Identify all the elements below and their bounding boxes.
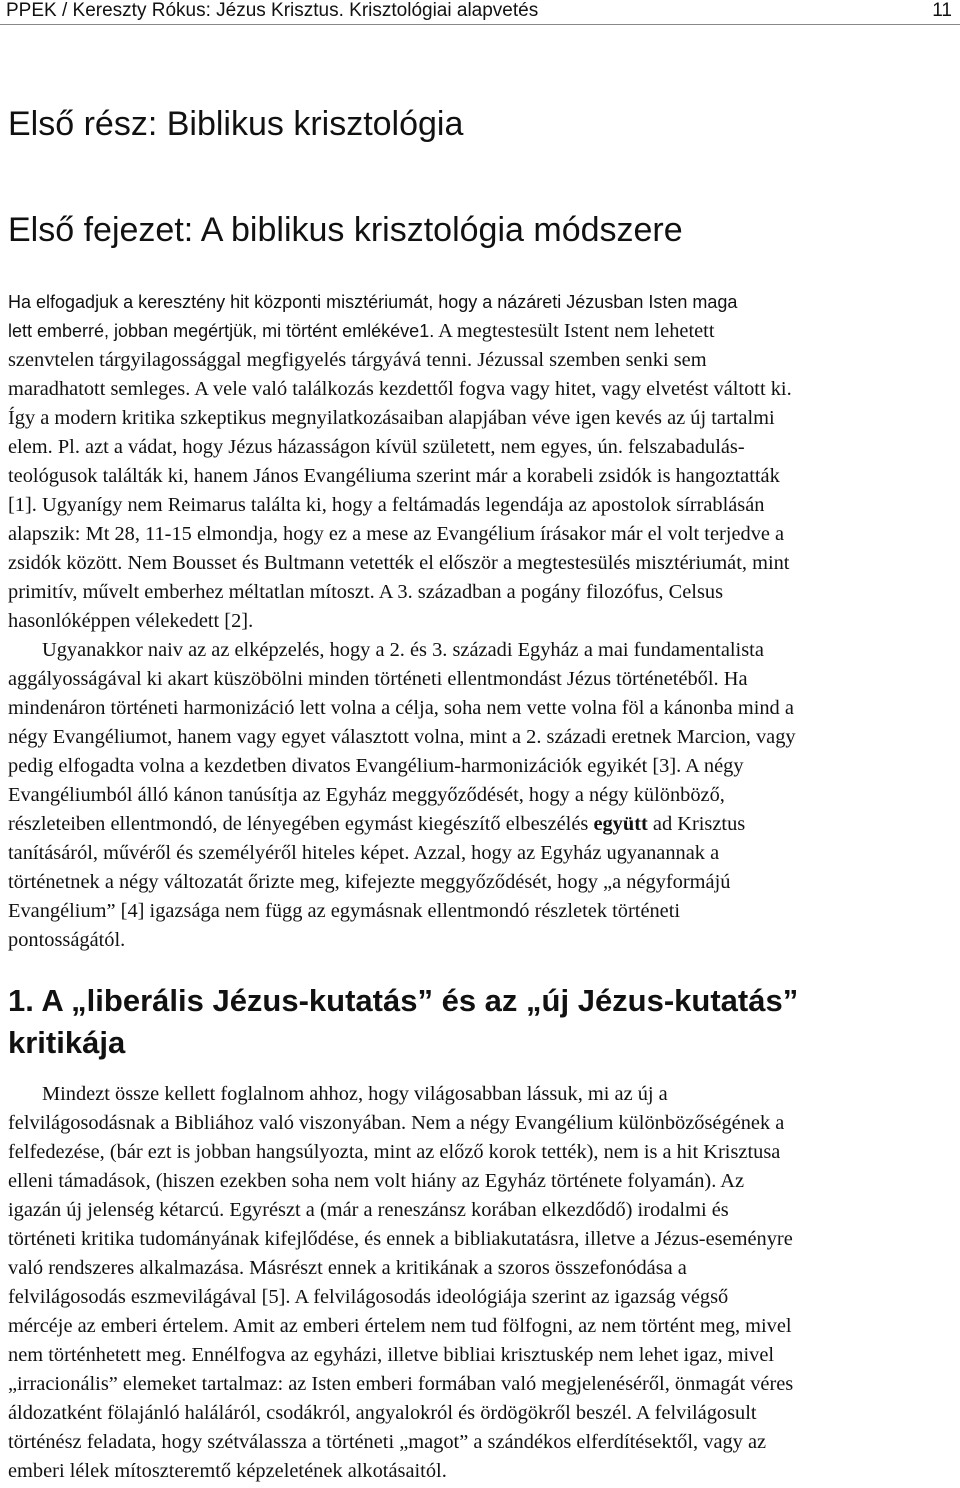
header-title: PPEK / Kereszty Rókus: Jézus Krisztus. Krisztológiai alapvetés xyxy=(6,0,539,21)
text-line: aggályosságával ki akart küszöbölni minden történeti ellentmondást Jézus történetéből. Ha xyxy=(8,668,748,690)
text-line: zsidók között. Nem Bousset és Bultmann vetették el először a megtestesülés misztériumát, mint xyxy=(8,552,790,574)
text-line: elleni támadások, (hiszen ezekben soha nem volt hiány az Egyház története folyamán). Az xyxy=(8,1170,745,1192)
text-line: [1]. Ugyanígy nem Reimarus találta ki, hogy a feltámadás legendája az apostolok sírrablásán xyxy=(8,494,765,516)
text-line: szenvtelen tárgyilagossággal megfigyelés tárgyává tenni. Jézussal szemben senki sem xyxy=(8,349,707,371)
section-title-line: 1. A „liberális Jézus-kutatás” és az „új Jézus-kutatás” xyxy=(8,983,799,1018)
text-line: Evangéliumból álló kánon tanúsítja az Egyház meggyőződését, hogy a négy különböző, xyxy=(8,784,725,806)
section-title xyxy=(8,980,908,1064)
part-title: Első rész: Biblikus krisztológia xyxy=(8,105,464,143)
text-line: Mindezt össze kellett foglalnom ahhoz, hogy világosabban lássuk, mi az új a xyxy=(42,1083,668,1105)
text-line: történeti kritika tudományának kifejlődése, és ennek a bibliakutatásra, illetve a Jézus-eseményre xyxy=(8,1228,793,1250)
text-line: „irracionális” elemeket tartalmaz: az Isten emberi formában való megjelenéséről, önmagát véres xyxy=(8,1373,794,1395)
chapter-title: Első fejezet: A biblikus krisztológia módszere xyxy=(8,211,683,249)
text-line: való rendszeres alkalmazása. Másrészt ennek a kritikának a szoros összefonódása a xyxy=(8,1257,687,1279)
text-line: mércéje az emberi értelem. Amit az emberi értelem nem tud fölfogni, az nem történt meg, mivel xyxy=(8,1315,792,1337)
text-line: történetnek a négy változatát őrizte meg, kifejezte meggyőződését, hogy „a négyformájú xyxy=(8,871,731,893)
text-line: Ha elfogadjuk a keresztény hit központi misztériumát, hogy a názáreti Jézusban Isten maga xyxy=(8,292,738,312)
text-line: pontosságától. xyxy=(8,929,126,951)
text-line: alapszik: Mt 28, 11-15 elmondja, hogy ez a mese az Evangélium írásakor már el volt terjedve a xyxy=(8,523,785,545)
page-number: 11 xyxy=(932,0,952,21)
text-line: elem. Pl. azt a vádat, hogy Jézus házasságon kívül született, nem egyes, ún. felszabadulás- xyxy=(8,436,745,458)
text-line: pedig elfogadta volna a kezdetben divatos Evangélium-harmonizációk egyikét [3]. A négy xyxy=(8,755,744,777)
text-line: teológusok találták ki, hanem János Evangéliuma szerint már a korabeli zsidók is hangoztatták xyxy=(8,465,780,487)
text-line: Így a modern kritika szkeptikus megnyilatkozásaiban alapjában véve igen kevés az új tartalmi xyxy=(8,407,775,429)
text-line: felfedezése, (bár ezt is jobban hangsúlyozta, mint az előző korok tették), nem is a hit Krisztusa xyxy=(8,1141,781,1163)
text-line: nem történhetett meg. Ennélfogva az egyházi, illetve bibliai krisztuskép nem lehet igaz, mivel xyxy=(8,1344,775,1366)
text-line: felvilágosodás eszmevilágával [5]. A felvilágosodás ideológiája szerint az igazság végső xyxy=(8,1286,729,1308)
running-header xyxy=(0,0,960,25)
text-span: részleteiben ellentmondó, de lényegében egymást kiegészítő elbeszélés xyxy=(8,813,594,835)
text-line: tanításáról, művéről és személyéről hiteles képet. Azzal, hogy az Egyház ugyanannak a xyxy=(8,842,720,864)
text-line xyxy=(8,810,954,839)
text-line: felvilágosodásnak a Bibliához való viszonyában. Nem a négy Evangélium különbözőségének a xyxy=(8,1112,785,1134)
text-line: hasonlóképpen vélekedett [2]. xyxy=(8,610,254,632)
text-span: lett emberré, jobban megértjük, mi történt emlékéve1. xyxy=(8,321,435,341)
text-span: ad Krisztus xyxy=(647,813,746,835)
text-line: emberi lélek mítoszteremtő képzeletének alkotásaitól. xyxy=(8,1460,447,1482)
text-span: A megtestesült Istent nem lehetett xyxy=(434,320,715,342)
text-line xyxy=(8,317,954,346)
text-line: maradhatott semleges. A vele való találkozás kezdettől fogva vagy hitet, vagy elvetést váltott ki. xyxy=(8,378,792,400)
text-line: Evangélium” [4] igazsága nem függ az egymásnak ellentmondó részletek történeti xyxy=(8,900,681,922)
text-line: történész feladata, hogy szétválassza a történeti „magot” a szándékos elferdítésektől, vagy az xyxy=(8,1431,767,1453)
paragraph-section-1 xyxy=(8,1080,954,1486)
paragraph-intro xyxy=(8,288,954,955)
text-line: igazán új jelenség kétarcú. Egyrészt a (már a reneszánsz korában elkezdődő) irodalmi és xyxy=(8,1199,729,1221)
text-line: mindenáron történeti harmonizáció lett volna a célja, soha nem vette volna föl a kánonba mind a xyxy=(8,697,794,719)
text-line: négy Evangéliumot, hanem vagy egyet választott volna, mint a 2. századi eretnek Marcion, vagy xyxy=(8,726,796,748)
text-line: primitív, művelt emberhez méltatlan mítoszt. A 3. században a pogány filozófus, Celsus xyxy=(8,581,724,603)
section-title-line: kritikája xyxy=(8,1025,126,1060)
text-line: áldozatként fölajánló haláláról, csodákról, angyalokról és ördögökről beszél. A felvilágosult xyxy=(8,1402,757,1424)
emphasis-text: együtt xyxy=(593,813,648,835)
text-line: Ugyanakkor naiv az az elképzelés, hogy a 2. és 3. századi Egyház a mai fundamentalista xyxy=(42,639,764,661)
